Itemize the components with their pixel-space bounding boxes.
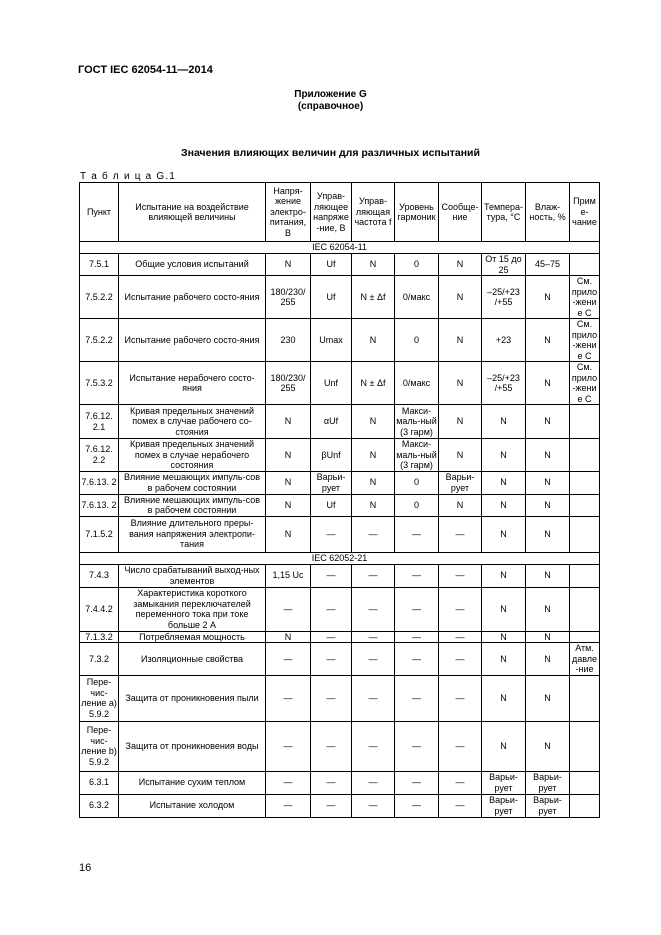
table-caption: Т а б л и ц а G.1	[80, 171, 177, 182]
table-row	[80, 771, 600, 794]
value-cell	[570, 631, 600, 643]
value-cell: —	[352, 631, 395, 643]
value-cell: N	[352, 439, 395, 472]
column-header: Испытание на воздействие влияющей величины	[119, 183, 266, 242]
value-cell: —	[266, 587, 311, 631]
value-cell: Uf	[311, 254, 352, 276]
clause-cell: 7.6.12. 2.1	[80, 405, 119, 439]
value-cell: N	[439, 439, 482, 472]
value-cell: N	[482, 471, 526, 494]
value-cell: Макси-маль-ный (3 гарм)	[396, 439, 437, 470]
column-header: Уровень гармоник	[395, 183, 439, 242]
section-label: IEC 62054-11	[80, 242, 600, 254]
table-row	[80, 587, 600, 631]
test-name-cell: Защита от проникновения пыли	[119, 675, 266, 721]
test-name-cell: Кривая предельных значений помех в случае нерабочего состояния	[119, 439, 266, 472]
value-cell: αUf	[311, 405, 352, 439]
value-cell: N	[352, 319, 395, 362]
value-cell: N	[526, 405, 570, 439]
value-cell: См. прило-жение С	[570, 319, 600, 362]
value-cell: —	[395, 631, 439, 643]
value-cell: Unf	[311, 362, 352, 405]
page-number: 16	[79, 862, 92, 874]
value-cell: Варьи-рует	[482, 794, 526, 817]
appendix-title-block	[0, 89, 661, 113]
value-cell: —	[439, 587, 482, 631]
value-cell: N	[439, 362, 482, 405]
test-name-cell: Защита от проникновения воды	[119, 721, 266, 771]
value-cell: N	[526, 675, 570, 721]
clause-cell: 6.3.2	[80, 794, 119, 817]
value-cell: Макси-маль-ный (3 гарм)	[396, 405, 437, 437]
table-row	[80, 362, 600, 405]
value-cell: —	[395, 516, 439, 552]
value-cell: —	[311, 516, 352, 552]
value-cell: N	[266, 494, 311, 516]
value-cell: N	[482, 631, 526, 643]
value-cell: —	[439, 631, 482, 643]
table-row	[80, 471, 600, 494]
value-cell: –25/+23 /+55	[482, 276, 526, 319]
test-name-cell: Кривая предельных значений помех в случае рабочего со-стояния	[119, 405, 266, 439]
test-name-cell: Испытание холодом	[119, 794, 266, 817]
clause-cell: 7.4.4.2	[80, 587, 119, 631]
value-cell: N	[526, 471, 570, 494]
value-cell: —	[352, 675, 395, 721]
value-cell: —	[266, 794, 311, 817]
value-cell	[570, 405, 600, 439]
value-cell: См. прило-жение С	[570, 276, 600, 319]
value-cell: —	[395, 794, 439, 817]
column-header: Влаж-ность, %	[526, 183, 570, 242]
value-cell: N ± Δf	[352, 362, 395, 405]
clause-cell: 7.6.13. 2	[80, 494, 119, 516]
value-cell: —	[439, 771, 482, 794]
table-row	[80, 439, 600, 472]
value-cell: —	[439, 721, 482, 771]
value-cell: N	[439, 319, 482, 362]
section-label: IEC 62052-21	[80, 552, 600, 564]
value-cell	[570, 254, 600, 276]
value-cell: Атм. давле-ние	[570, 643, 600, 676]
table-row	[80, 516, 600, 552]
value-cell: N	[266, 254, 311, 276]
value-cell: —	[266, 675, 311, 721]
table-row	[80, 721, 600, 771]
value-cell: —	[352, 721, 395, 771]
value-cell: —	[352, 794, 395, 817]
value-cell: 0/макс	[395, 362, 439, 405]
test-name-cell: Влияние мешающих импуль-сов в рабочем состоянии	[119, 494, 266, 516]
test-name-cell: Влияние мешающих импуль-сов в рабочем состоянии	[119, 471, 266, 494]
value-cell: N	[526, 516, 570, 552]
value-cell: —	[395, 587, 439, 631]
value-cell: От 15 до 25	[482, 254, 526, 276]
value-cell	[570, 794, 600, 817]
value-cell: —	[439, 516, 482, 552]
clause-cell: 7.4.3	[80, 564, 119, 587]
value-cell: N	[526, 362, 570, 405]
value-cell: N	[526, 494, 570, 516]
clause-cell: 7.5.2.2	[80, 319, 119, 362]
value-cell	[570, 771, 600, 794]
value-cell: N	[482, 675, 526, 721]
test-name-cell: Изоляционные свойства	[119, 643, 266, 676]
value-cell: –25/+23 /+55	[482, 362, 526, 405]
clause-cell: 6.3.1	[80, 771, 119, 794]
test-name-cell: Испытание рабочего состо-яния	[119, 319, 266, 362]
value-cell	[570, 721, 600, 771]
test-name-cell: Число срабатываний выход-ных элементов	[119, 564, 266, 587]
value-cell: N	[526, 319, 570, 362]
table-row	[80, 631, 600, 643]
table-header-row	[80, 183, 600, 242]
value-cell: N	[266, 631, 311, 643]
column-header: Напря-жение электро-питания, В	[266, 183, 311, 242]
value-cell: N	[482, 439, 526, 472]
table-row	[80, 564, 600, 587]
value-cell	[570, 471, 600, 494]
table-row	[80, 675, 600, 721]
value-cell: —	[439, 675, 482, 721]
value-cell: Uf	[311, 276, 352, 319]
value-cell: N	[266, 439, 311, 472]
value-cell: Варьи-рует	[482, 771, 526, 794]
clause-cell: 7.5.2.2	[80, 276, 119, 319]
value-cell	[570, 516, 600, 552]
value-cell: 0/макс	[395, 276, 439, 319]
value-cell: —	[352, 516, 395, 552]
value-cell: —	[439, 564, 482, 587]
test-name-cell: Испытание рабочего состо-яния	[119, 276, 266, 319]
table-row	[80, 643, 600, 676]
value-cell: —	[395, 564, 439, 587]
clause-cell: 7.1.5.2	[80, 516, 119, 552]
value-cell: —	[439, 794, 482, 817]
value-cell: См. прило-жение С	[570, 362, 600, 405]
value-cell: N	[482, 494, 526, 516]
column-header: Сообще-ние	[439, 183, 482, 242]
value-cell: —	[266, 771, 311, 794]
value-cell: βUnf	[311, 439, 352, 472]
value-cell: N	[482, 516, 526, 552]
value-cell: —	[352, 587, 395, 631]
test-name-cell: Характеристика короткого замыкания переключателей переменного тока при токе больше 2 А	[119, 587, 266, 631]
value-cell: Варьи-рует	[526, 794, 570, 817]
clause-cell: 7.5.3.2	[80, 362, 119, 405]
value-cell: N	[526, 276, 570, 319]
value-cell: Варьи-рует	[526, 771, 570, 794]
column-header: Управ-ляющая частота f	[352, 183, 395, 242]
value-cell: 0	[395, 254, 439, 276]
value-cell: —	[311, 587, 352, 631]
test-name-cell: Потребляемая мощность	[119, 631, 266, 643]
value-cell: Варьи-рует	[439, 471, 482, 494]
value-cell: —	[311, 675, 352, 721]
clause-cell: 7.5.1	[80, 254, 119, 276]
value-cell: —	[395, 643, 439, 676]
value-cell: N	[439, 276, 482, 319]
value-cell: N ± Δf	[352, 276, 395, 319]
value-cell: N	[352, 494, 395, 516]
column-header: Пункт	[80, 183, 119, 242]
section-row	[80, 552, 600, 564]
value-cell	[570, 587, 600, 631]
value-cell: Umax	[311, 319, 352, 362]
table-row	[80, 794, 600, 817]
value-cell	[570, 439, 600, 472]
value-cell: N	[526, 564, 570, 587]
influence-values-table	[79, 182, 600, 818]
value-cell: +23	[482, 319, 526, 362]
clause-cell: Пере-чис-ление а) 5.9.2	[80, 675, 119, 721]
section-row	[80, 242, 600, 254]
value-cell	[570, 675, 600, 721]
value-cell: 0	[395, 494, 439, 516]
value-cell: N	[482, 721, 526, 771]
table-row	[80, 254, 600, 276]
value-cell: N	[482, 643, 526, 676]
table-row	[80, 405, 600, 439]
value-cell: 180/230/ 255	[266, 362, 311, 405]
clause-cell: 7.3.2	[80, 643, 119, 676]
value-cell: N	[482, 564, 526, 587]
value-cell: —	[311, 643, 352, 676]
value-cell: N	[352, 471, 395, 494]
value-cell: —	[311, 771, 352, 794]
value-cell: —	[352, 564, 395, 587]
value-cell: N	[266, 405, 311, 439]
value-cell: —	[311, 631, 352, 643]
column-header: Приме-чание	[570, 183, 600, 242]
value-cell: N	[482, 587, 526, 631]
value-cell	[570, 564, 600, 587]
value-cell: —	[311, 564, 352, 587]
test-name-cell: Испытание нерабочего состо-яния	[119, 362, 266, 405]
clause-cell: Пере-чис-ление b) 5.9.2	[80, 721, 119, 771]
value-cell: 45–75	[526, 254, 570, 276]
document-header: ГОСТ IEC 62054-11—2014	[78, 64, 213, 76]
table-row	[80, 494, 600, 516]
value-cell: 0	[395, 471, 439, 494]
column-header: Управ-ляющее напряже-ние, В	[311, 183, 352, 242]
value-cell: Uf	[311, 494, 352, 516]
value-cell: —	[352, 643, 395, 676]
test-name-cell: Испытание сухим теплом	[119, 771, 266, 794]
value-cell: 180/230/ 255	[266, 276, 311, 319]
value-cell: Варьи-рует	[311, 471, 352, 494]
clause-cell: 7.6.12. 2.2	[80, 439, 119, 472]
value-cell: N	[526, 721, 570, 771]
value-cell: —	[395, 771, 439, 794]
value-cell: —	[266, 721, 311, 771]
clause-cell: 7.6.13. 2	[80, 471, 119, 494]
value-cell: —	[311, 721, 352, 771]
value-cell: —	[266, 643, 311, 676]
value-cell: —	[395, 721, 439, 771]
value-cell: —	[395, 675, 439, 721]
value-cell	[570, 494, 600, 516]
value-cell: 0	[395, 319, 439, 362]
value-cell: N	[526, 631, 570, 643]
value-cell: N	[526, 439, 570, 472]
appendix-title: Приложение G	[294, 89, 367, 100]
appendix-type: (справочное)	[297, 101, 364, 112]
value-cell: 230	[266, 319, 311, 362]
value-cell: N	[352, 405, 395, 439]
value-cell: N	[266, 471, 311, 494]
table-row	[80, 276, 600, 319]
value-cell: N	[526, 643, 570, 676]
test-name-cell: Общие условия испытаний	[119, 254, 266, 276]
value-cell: N	[439, 494, 482, 516]
value-cell: N	[352, 254, 395, 276]
value-cell: —	[439, 643, 482, 676]
value-cell: N	[266, 516, 311, 552]
test-name-cell: Влияние длительного преры-вания напряжения электропи-тания	[119, 516, 266, 552]
value-cell: N	[439, 254, 482, 276]
section-heading: Значения влияющих величин для различных испытаний	[181, 147, 480, 159]
value-cell: N	[482, 405, 526, 439]
value-cell: 1,15 Uc	[266, 564, 311, 587]
value-cell: N	[439, 405, 482, 439]
value-cell: —	[311, 794, 352, 817]
value-cell: N	[526, 587, 570, 631]
table-row	[80, 319, 600, 362]
clause-cell: 7.1.3.2	[80, 631, 119, 643]
value-cell: —	[352, 771, 395, 794]
column-header: Темпера-тура, °С	[482, 183, 526, 242]
